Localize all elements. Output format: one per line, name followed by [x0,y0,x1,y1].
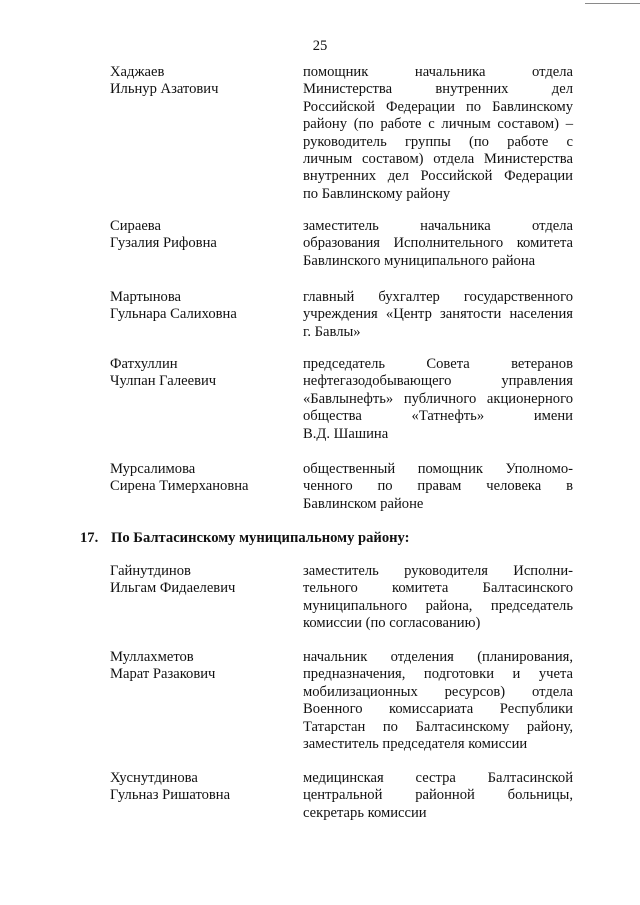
position-line: образования Исполнительного комитета [303,235,573,252]
position-line: Татарстан по Балтасинскому району, [303,718,573,735]
position-line: Бавлинского муниципального района [303,252,536,269]
given-names: Чулпан Галеевич [110,373,217,390]
member-position [303,356,573,443]
position-line: общественный помощник Уполномо- [303,461,573,477]
position-line: заместитель председателя комиссии [303,736,528,753]
position-line: Военного комиссариата Республики [303,701,573,718]
surname: Мурсалимова [110,461,196,477]
surname: Фатхуллин [110,356,178,372]
top-edge-rule [585,3,640,4]
position-line: председатель Совета ветеранов [303,356,573,372]
member-name [110,461,280,496]
position-line: ченного по правам человека в [303,478,573,495]
position-line: центральной районной больницы, [303,787,573,804]
position-line: В.Д. Шашина [303,425,389,442]
member-position [303,461,573,513]
position-line: мобилизационных ресурсов) отдела [303,683,573,700]
position-line: предназначения, подготовки и учета [303,666,573,683]
surname: Муллахметов [110,649,194,665]
member-position [303,218,573,270]
surname: Хуснутдинова [110,770,198,786]
position-line: Бавлинском районе [303,495,424,512]
position-line: учреждения «Центр занятости населения [303,306,573,323]
surname: Мартынова [110,289,182,305]
position-line: муниципального района, председатель [303,597,573,614]
member-name [110,356,280,391]
position-line: «Бавлынефть» публичного акционерного [303,390,573,407]
given-names: Ильгам Фидаелевич [110,580,236,597]
position-line: г. Бавлы» [303,323,361,340]
position-line: секретарь комиссии [303,804,427,821]
member-name [110,563,280,598]
page-number: 25 [312,38,328,54]
position-line: району (по работе с личным составом) – [303,116,573,133]
member-position [303,649,573,753]
position-line: главный бухгалтер государственного [303,289,573,305]
position-line: Российской Федерации по Бавлинскому [303,98,573,115]
section-number: 17. [80,530,99,546]
member-name [110,649,280,684]
member-name [110,64,280,99]
member-position [303,563,573,633]
position-line: руководитель группы (по работе с [303,133,573,150]
section-heading [80,530,410,547]
position-line: заместитель руководителя Исполни- [303,563,573,579]
given-names: Ильнур Азатович [110,81,219,98]
position-line: медицинская сестра Балтасинской [303,770,573,786]
position-line: по Бавлинскому району [303,185,451,202]
position-line: помощник начальника отдела [303,64,573,80]
member-position [303,289,573,341]
position-line: тельного комитета Балтасинского [303,580,573,597]
given-names: Марат Разакович [110,666,216,683]
given-names: Гульнара Салиховна [110,306,237,323]
member-name [110,770,280,805]
position-line: нефтегазодобывающего управления [303,373,573,390]
surname: Хаджаев [110,64,165,80]
position-line: Министерства внутренних дел [303,81,573,98]
given-names: Сирена Тимерхановна [110,478,249,495]
position-line: заместитель начальника отдела [303,218,573,234]
position-line: общества «Татнефть» имени [303,408,573,425]
surname: Сираева [110,218,161,234]
member-position [303,64,573,203]
member-position [303,770,573,822]
section-title: По Балтасинскому муниципальному району: [111,530,410,546]
position-line: внутренних дел Российской Федерации [303,168,573,185]
member-name [110,218,280,253]
given-names: Гульназ Ришатовна [110,787,231,804]
given-names: Гузалия Рифовна [110,235,217,252]
surname: Гайнутдинов [110,563,191,579]
member-name [110,289,280,324]
position-line: начальник отделения (планирования, [303,649,573,665]
position-line: комиссии (по согласованию) [303,615,481,632]
position-line: личным составом) отдела Министерства [303,151,573,168]
